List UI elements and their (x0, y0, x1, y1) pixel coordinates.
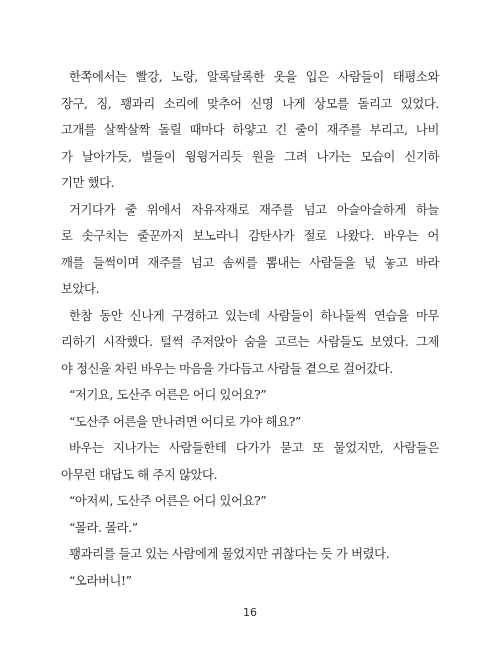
text-line: 보았다. (61, 282, 100, 296)
dialogue-line: “오라버니!” (69, 573, 132, 588)
text-line: 로 솟구치는 줄꾼까지 보노라니 감탄사가 절로 나왔다. 바우는 어 (61, 229, 439, 243)
text-line: 고개를 살짝살짝 돌릴 때마다 하얗고 긴 줄이 재주를 부리고, 나비 (61, 123, 439, 137)
text-line: 기만 했다. (61, 176, 115, 190)
text-line: 거기다가 줄 위에서 자유자재로 재주를 넘고 아슬아슬하게 하늘 (69, 202, 439, 217)
text-line: 리하기 시작했다. 털썩 주저앉아 숨을 고르는 사람들도 보였다. 그제 (61, 335, 439, 349)
text-line: 바우는 지나가는 사람들한테 다가가 묻고 또 물었지만, 사람들은 (69, 441, 439, 455)
text-line: 꽹과리를 들고 있는 사람에게 물었지만 귀찮다는 듯 가 버렸다. (69, 547, 390, 561)
dialogue-line: “도산주 어른을 만나려면 어디로 가야 해요?” (69, 414, 301, 429)
body-text (61, 64, 439, 594)
text-line: 한쪽에서는 빨강, 노랑, 알록달록한 옷을 입은 사람들이 태평소와 (69, 70, 439, 84)
text-line: 한참 동안 신나게 구경하고 있는데 사람들이 하나둘씩 연습을 마무 (69, 308, 439, 323)
dialogue-line: “저기요, 도산주 어른은 어디 있어요?” (69, 388, 267, 402)
text-line: 가 날아가듯, 벌들이 윙윙거리듯 원을 그려 나가는 모습이 신기하 (61, 149, 439, 164)
dialogue-line: “몰라. 몰라.” (69, 520, 138, 535)
text-line: 깨를 들썩이며 재주를 넘고 솜씨를 뽐내는 사람들을 넋 놓고 바라 (61, 255, 439, 270)
text-line: 아무런 대답도 해 주지 않았다. (61, 467, 218, 482)
text-line: 장구, 징, 꽹과리 소리에 맞추어 신명 나게 상모를 돌리고 있었다. (61, 96, 439, 111)
text-line: 야 정신을 차린 바우는 마음을 가다듬고 사람들 곁으로 걸어갔다. (61, 361, 393, 376)
page-number: 16 (243, 606, 257, 619)
dialogue-line: “아저씨, 도산주 어른은 어디 있어요?” (69, 494, 267, 508)
